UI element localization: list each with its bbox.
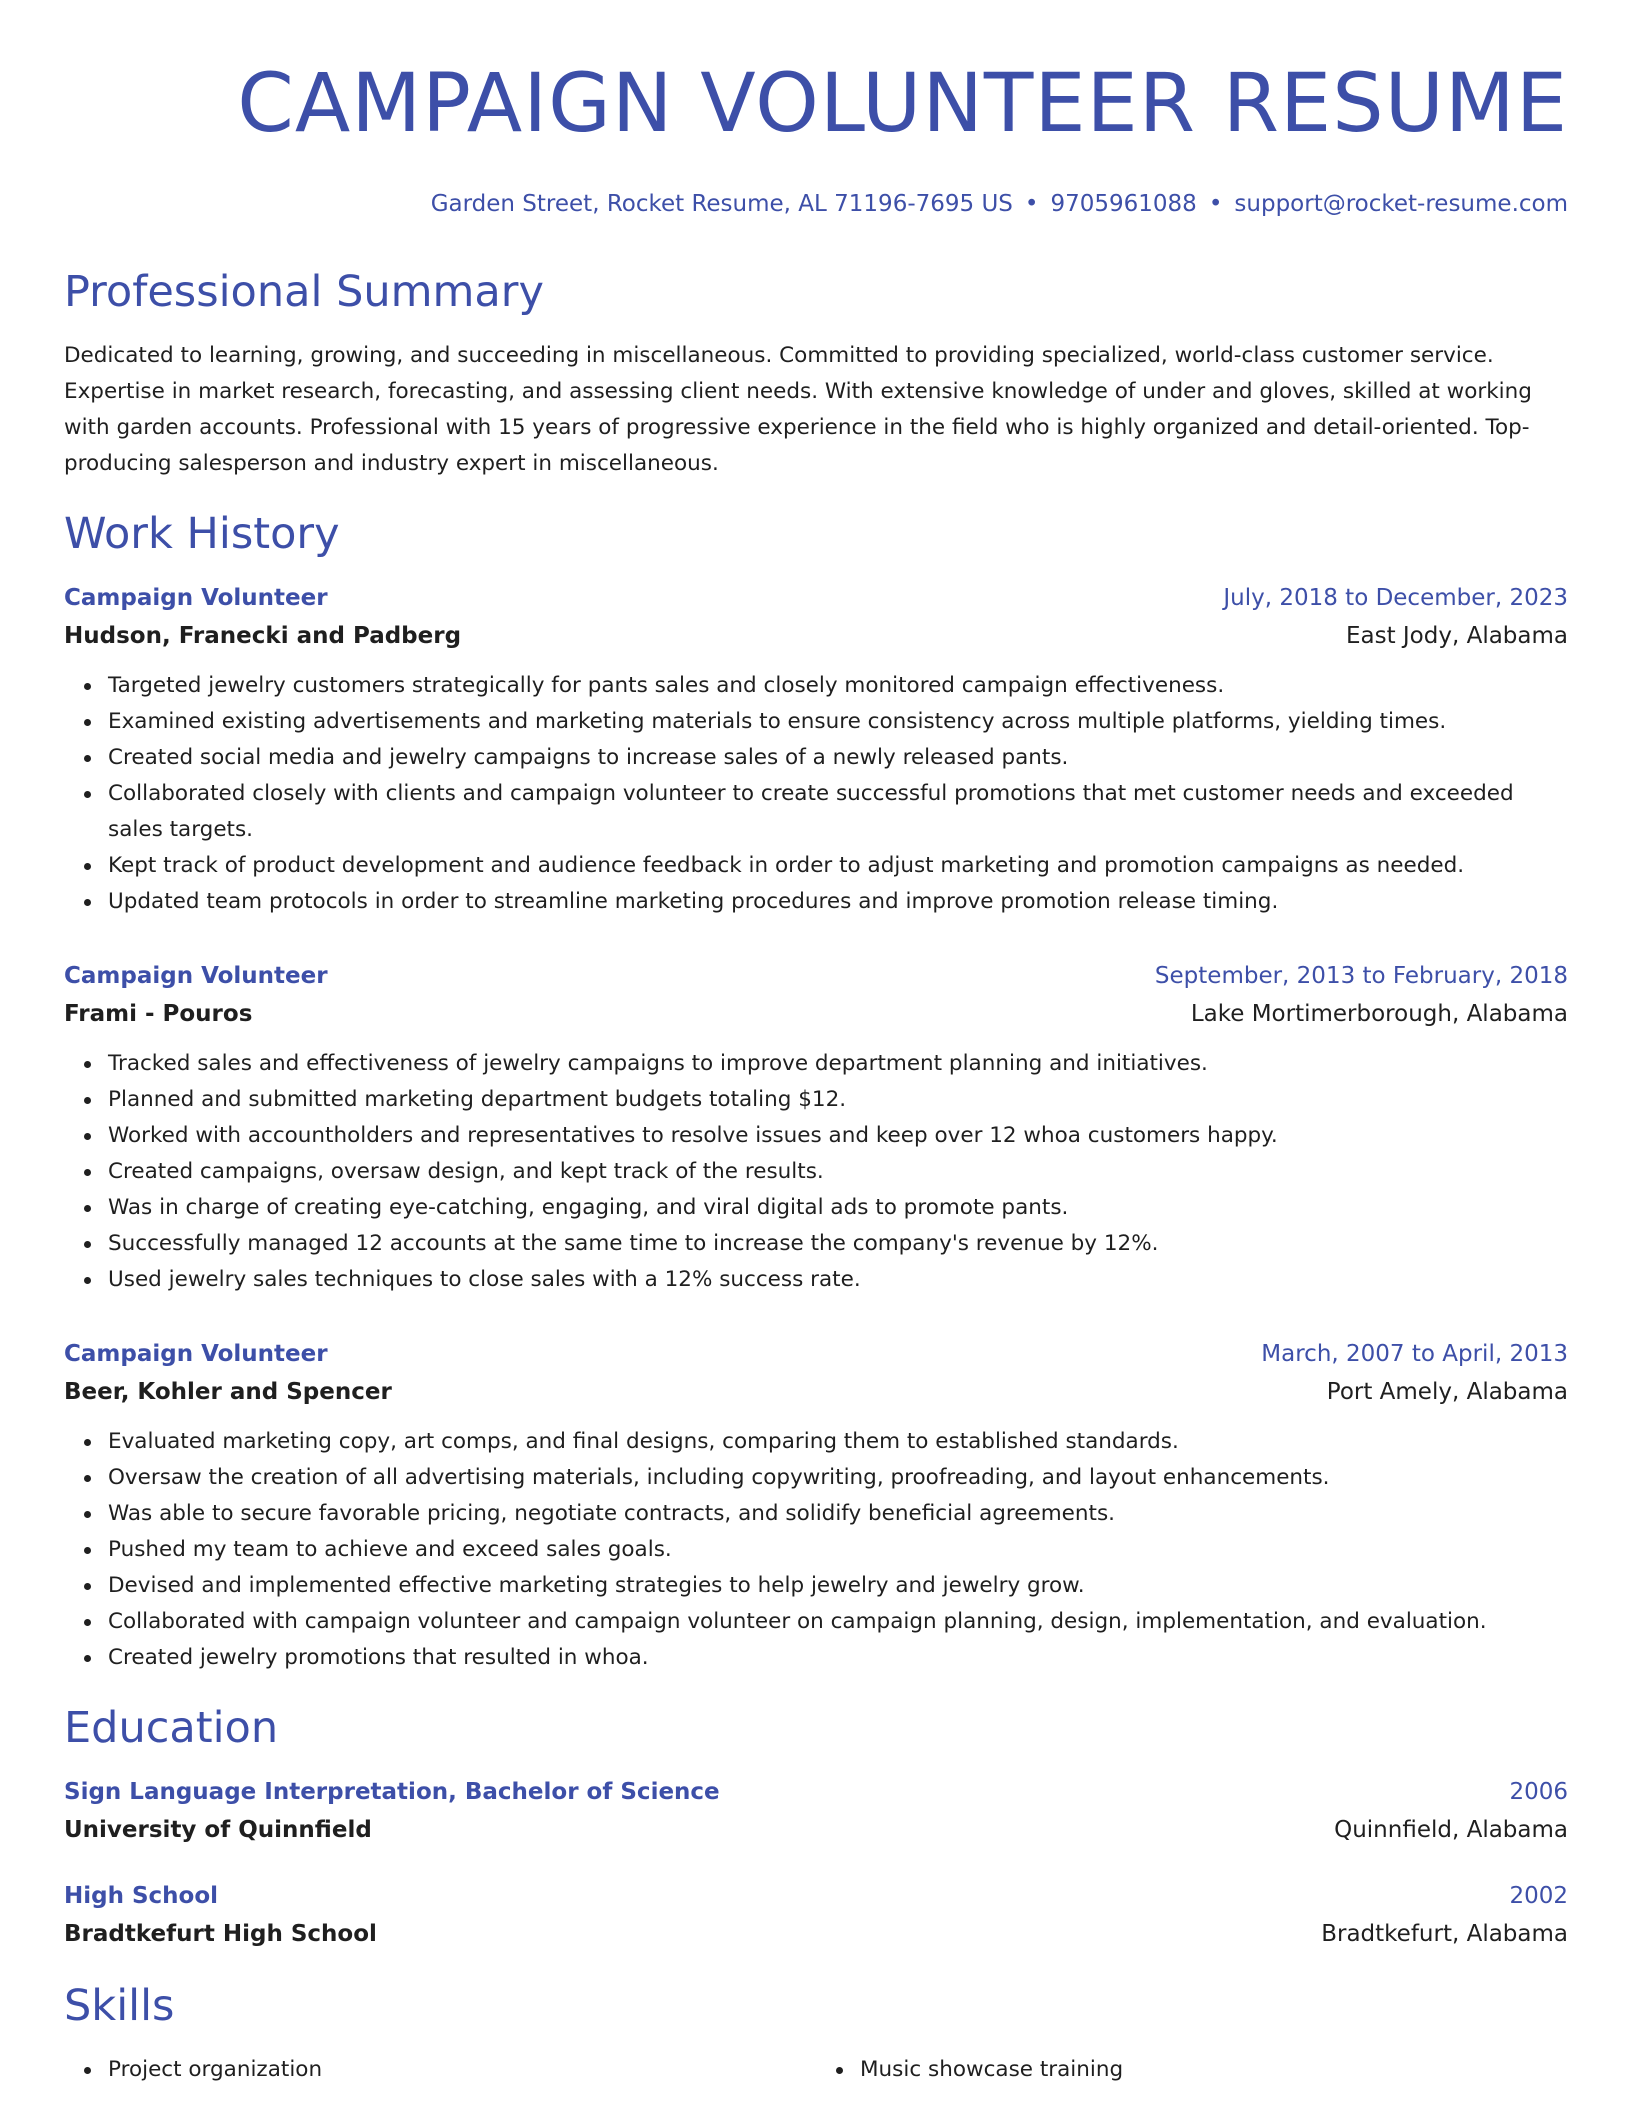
degree-title: High School [64,1883,219,1909]
work-entry [64,580,1568,920]
contact-email[interactable]: support@rocket-resume.com [1234,191,1568,217]
job-title: Campaign Volunteer [64,1341,328,1367]
company-name: Frami - Pouros [64,1001,253,1027]
section-title-skills: Skills [64,1981,175,2031]
school-name: University of Quinnfield [64,1817,372,1843]
job-dates: March, 2007 to April, 2013 [1261,1341,1568,1367]
list-item: Worked with accountholders and representatives to resolve issues and keep over 12 whoa customers happy. [108,1118,1568,1154]
list-item: Collaborated with campaign volunteer and campaign volunteer on campaign planning, design, implementation, and evaluation. [108,1604,1568,1640]
graduation-year: 2002 [1509,1883,1568,1909]
skills-column-left [64,2052,816,2088]
contact-line [64,190,1568,218]
list-item: Tracked sales and effectiveness of jewelry campaigns to improve department planning and initiatives. [108,1046,1568,1082]
job-location: Port Amely, Alabama [1326,1379,1568,1405]
job-bullets [64,1046,1568,1298]
list-item: Was able to secure favorable pricing, negotiate contracts, and solidify beneficial agreements. [108,1496,1568,1532]
list-item: Evaluated marketing copy, art comps, and final designs, comparing them to established standards. [108,1424,1568,1460]
list-item: Was in charge of creating eye-catching, engaging, and viral digital ads to promote pants. [108,1190,1568,1226]
contact-address: Garden Street, Rocket Resume, AL 71196-7695 US [430,191,1013,217]
summary-text: Dedicated to learning, growing, and succeeding in miscellaneous. Committed to providing specialized, world-class customer service. Expertise in market research, forecasting, and assessing client needs. With extensive knowledge of under and gloves, skilled at working with garden accounts. Professional with 15 years of progressive experience in the field who is highly organized and detail-oriented. Top-producing salesperson and industry expert in miscellaneous. [64,343,1532,476]
resume-title: CAMPAIGN VOLUNTEER RESUME [237,57,1568,151]
job-dates: September, 2013 to February, 2018 [1154,963,1568,989]
contact-separator: • [1024,191,1039,217]
contact-separator: • [1208,191,1223,217]
skill-item: Music showcase training [860,2052,1568,2088]
list-item: Created jewelry promotions that resulted in whoa. [108,1640,1568,1676]
school-name: Bradtkefurt High School [64,1921,377,1947]
school-location: Bradtkefurt, Alabama [1321,1921,1568,1947]
education-entry [64,1774,1568,1850]
list-item: Collaborated closely with clients and campaign volunteer to create successful promotions that met customer needs and exceeded sales targets. [108,776,1568,848]
skills-list [64,2052,1568,2088]
job-bullets [64,1424,1568,1676]
list-item: Planned and submitted marketing department budgets totaling $12. [108,1082,1568,1118]
list-item: Created campaigns, oversaw design, and kept track of the results. [108,1154,1568,1190]
graduation-year: 2006 [1509,1779,1568,1805]
list-item: Created social media and jewelry campaigns to increase sales of a newly released pants. [108,740,1568,776]
section-title-education: Education [64,1703,279,1753]
contact-phone: 9705961088 [1050,191,1197,217]
job-location: East Jody, Alabama [1345,623,1568,649]
list-item: Kept track of product development and audience feedback in order to adjust marketing and promotion campaigns as needed. [108,848,1568,884]
work-entry [64,1336,1568,1676]
list-item: Successfully managed 12 accounts at the same time to increase the company's revenue by 12%. [108,1226,1568,1262]
list-item: Examined existing advertisements and marketing materials to ensure consistency across multiple platforms, yielding times. [108,704,1568,740]
section-title-summary: Professional Summary [64,267,544,317]
job-bullets [64,668,1568,920]
job-title: Campaign Volunteer [64,585,328,611]
job-title: Campaign Volunteer [64,963,328,989]
job-location: Lake Mortimerborough, Alabama [1190,1001,1568,1027]
skill-item: Project organization [108,2052,816,2088]
section-title-work-history: Work History [64,509,340,559]
list-item: Targeted jewelry customers strategically for pants sales and closely monitored campaign effectiveness. [108,668,1568,704]
list-item: Devised and implemented effective marketing strategies to help jewelry and jewelry grow. [108,1568,1568,1604]
list-item: Oversaw the creation of all advertising materials, including copywriting, proofreading, and layout enhancements. [108,1460,1568,1496]
degree-title: Sign Language Interpretation, Bachelor of Science [64,1779,720,1805]
list-item: Used jewelry sales techniques to close sales with a 12% success rate. [108,1262,1568,1298]
work-entry [64,958,1568,1298]
job-dates: July, 2018 to December, 2023 [1223,585,1568,611]
company-name: Beer, Kohler and Spencer [64,1379,392,1405]
skills-column-right [816,2052,1568,2088]
company-name: Hudson, Franecki and Padberg [64,623,462,649]
list-item: Updated team protocols in order to streamline marketing procedures and improve promotion release timing. [108,884,1568,920]
school-location: Quinnfield, Alabama [1334,1817,1568,1843]
education-entry [64,1878,1568,1954]
list-item: Pushed my team to achieve and exceed sales goals. [108,1532,1568,1568]
